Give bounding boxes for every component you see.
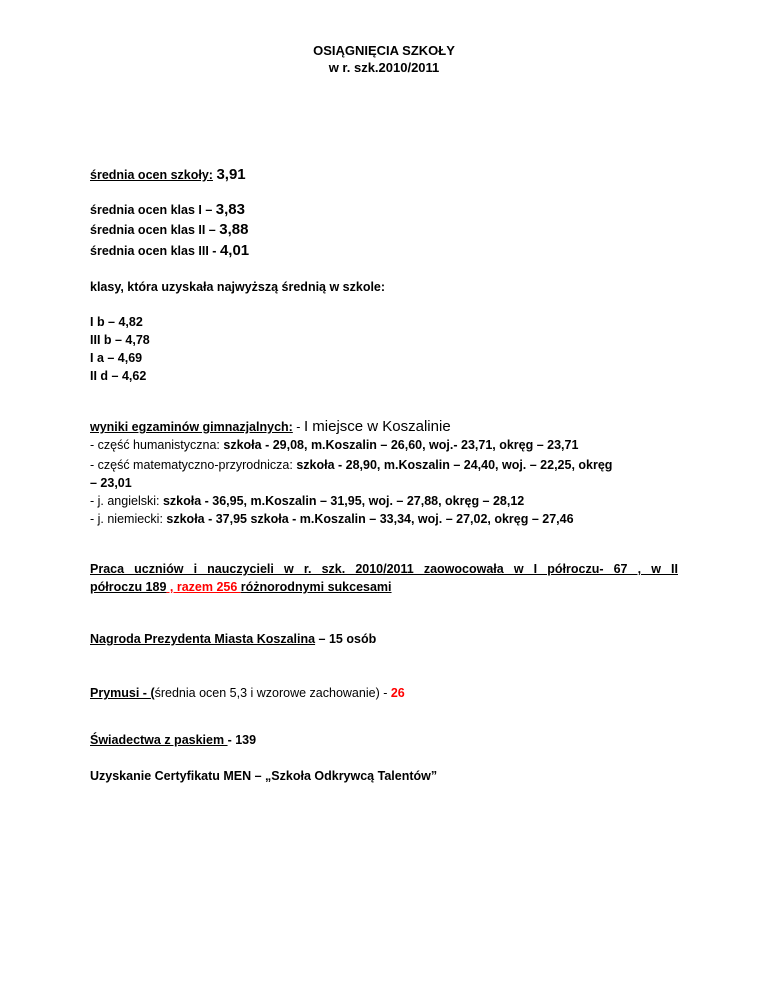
school-average-value: 3,91 bbox=[216, 166, 246, 183]
class1-average-label: średnia ocen klas I – bbox=[90, 203, 213, 217]
work-summary-total: , razem 256 bbox=[166, 580, 241, 594]
exam-math-label: - część matematyczno-przyrodnicza: bbox=[90, 458, 297, 472]
president-award-value: – 15 osób bbox=[315, 632, 377, 646]
class3-average bbox=[90, 242, 249, 259]
work-summary-line1: Praca uczniów i nauczycieli w r. szk. 2010/2011 zaowocowała w I półroczu- 67 , w II bbox=[90, 562, 678, 576]
class2-average-value: 3,88 bbox=[219, 221, 249, 238]
exam-english-values: szkoła - 36,95, m.Koszalin – 31,95, woj. – 27,88, okręg – 28,12 bbox=[162, 494, 525, 508]
exam-math-values: szkoła - 28,90, m.Koszalin – 24,40, woj. – 22,25, okręg bbox=[296, 458, 613, 472]
page-subtitle: w r. szk.2010/2011 bbox=[328, 60, 440, 75]
class3-average-value: 4,01 bbox=[219, 242, 250, 259]
exam-german-values: szkoła - 37,95 szkoła - m.Koszalin – 33,34, woj. – 27,02, okręg – 27,46 bbox=[166, 512, 574, 526]
exam-english-label: - j. angielski: bbox=[90, 494, 163, 508]
certificates-count: - 139 bbox=[227, 733, 257, 747]
primus-count: 26 bbox=[390, 686, 405, 700]
exams-heading: wyniki egzaminów gimnazjalnych: bbox=[90, 420, 293, 434]
top-class-item: III b – 4,78 bbox=[90, 333, 150, 347]
work-summary bbox=[90, 562, 678, 594]
work-summary-part-b: różnorodnymi sukcesami bbox=[240, 580, 392, 594]
president-award bbox=[90, 632, 376, 646]
exam-math-continued: – 23,01 bbox=[90, 476, 132, 490]
president-award-label: Nagroda Prezydenta Miasta Koszalina bbox=[90, 632, 316, 646]
page-title: OSIĄGNIĘCIA SZKOŁY bbox=[313, 43, 455, 58]
exam-german-label: - j. niemiecki: bbox=[90, 512, 167, 526]
exam-german bbox=[90, 512, 574, 526]
class1-average-value: 3,83 bbox=[215, 201, 245, 218]
exams-heading-line bbox=[90, 418, 451, 435]
class2-average bbox=[90, 221, 248, 238]
certificates-line bbox=[90, 733, 256, 747]
primus-label: Prymusi - bbox=[90, 686, 151, 700]
exams-place: I miejsce w Koszalinie bbox=[303, 418, 451, 435]
top-class-item: I b – 4,82 bbox=[90, 315, 143, 329]
work-summary-part-a: półroczu 189 bbox=[90, 580, 167, 594]
exam-humanities-values: szkoła - 29,08, m.Koszalin – 26,60, woj.- 23,71, okręg – 23,71 bbox=[223, 438, 579, 452]
men-certificate: Uzyskanie Certyfikatu MEN – „Szkoła Odkrywcą Talentów” bbox=[90, 769, 438, 783]
work-summary-line2 bbox=[90, 580, 678, 594]
top-class-item: I a – 4,69 bbox=[90, 351, 143, 365]
class3-average-label: średnia ocen klas III - bbox=[90, 244, 217, 258]
certificates-label: Świadectwa z paskiem bbox=[90, 733, 228, 747]
exam-english bbox=[90, 494, 524, 508]
school-average-label: średnia ocen szkoły: bbox=[90, 168, 213, 182]
school-average bbox=[90, 166, 246, 183]
class2-average-label: średnia ocen klas II – bbox=[90, 223, 216, 237]
exam-math bbox=[90, 458, 678, 472]
top-class-item: II d – 4,62 bbox=[90, 369, 147, 383]
exams-dash: - bbox=[292, 420, 304, 434]
top-classes-heading: klasy, która uzyskała najwyższą średnią w szkole: bbox=[90, 280, 386, 294]
class1-average bbox=[90, 201, 245, 218]
exam-humanities bbox=[90, 438, 578, 452]
exam-humanities-label: - część humanistyczna: bbox=[90, 438, 224, 452]
primus-paren: ( bbox=[150, 686, 155, 700]
primus-description: średnia ocen 5,3 i wzorowe zachowanie) - bbox=[154, 686, 391, 700]
primus-line bbox=[90, 686, 405, 700]
